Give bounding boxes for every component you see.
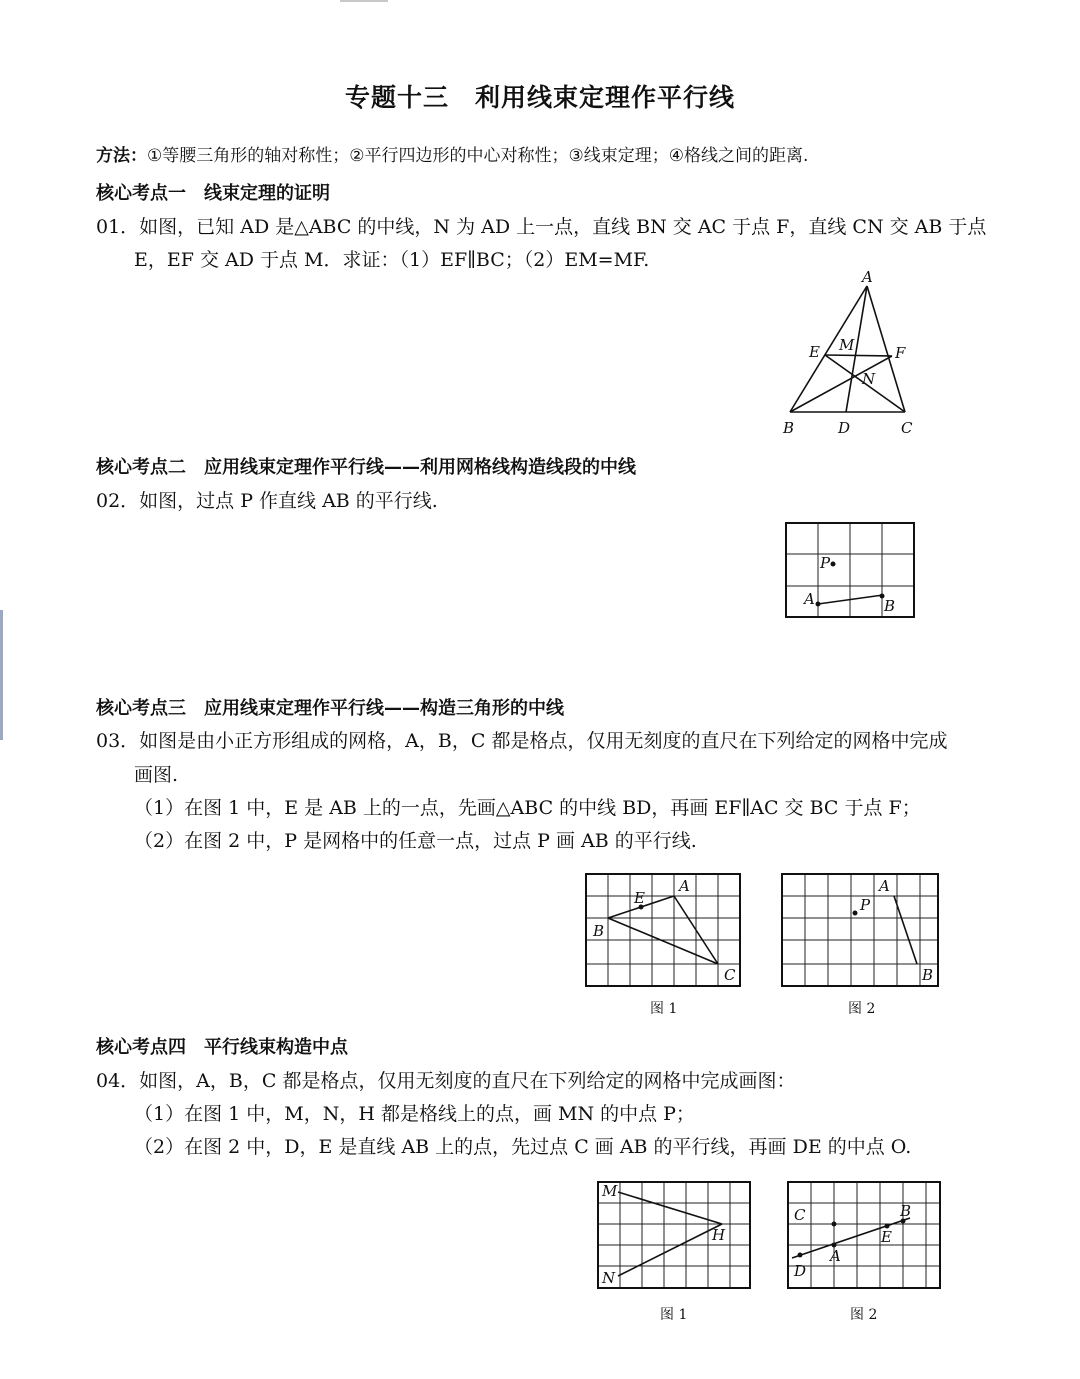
grid-figure-03-1 — [582, 868, 748, 1020]
label-N: N — [862, 370, 876, 388]
figure-caption: 图 2 — [848, 1001, 876, 1017]
method-text: ①等腰三角形的轴对称性；②平行四边形的中心对称性；③线束定理；④格线之间的距离. — [147, 146, 809, 166]
grid-lines — [782, 874, 938, 986]
problem-03-line-2: 画图. — [134, 764, 179, 786]
label-B: B — [922, 966, 934, 984]
label-E: E — [634, 889, 645, 907]
label-E: E — [809, 343, 820, 361]
section-3-heading: 核心考点三 应用线束定理作平行线——构造三角形的中线 — [96, 698, 564, 719]
point-D — [798, 1253, 803, 1258]
section-4-heading: 核心考点四 平行线束构造中点 — [96, 1037, 348, 1058]
label-A: A — [830, 1247, 841, 1265]
section-1-heading: 核心考点一 线束定理的证明 — [96, 183, 330, 204]
problem-03-line-1: 03．如图是由小正方形组成的网格，A，B，C 都是格点，仅用无刻度的直尺在下列给定的网格中完成 — [96, 730, 948, 752]
grid-frame — [598, 1182, 750, 1288]
problem-04-line-1: 04．如图，A，B，C 都是格点，仅用无刻度的直尺在下列给定的网格中完成画图： — [96, 1070, 796, 1092]
problem-02-line-1: 02．如图，过点 P 作直线 AB 的平行线. — [96, 490, 438, 512]
label-B: B — [884, 597, 896, 615]
point-P — [853, 911, 858, 916]
method-line — [96, 146, 808, 166]
label-A: A — [862, 268, 873, 286]
label-B: B — [900, 1202, 912, 1220]
label-M: M — [602, 1182, 618, 1200]
problem-01-line-1: 01．如图，已知 AD 是△ABC 的中线，N 为 AD 上一点，直线 BN 交 AC 于点 F，直线 CN 交 AB 于点 — [96, 216, 987, 238]
label-B: B — [593, 922, 605, 940]
label-M: M — [839, 336, 855, 354]
top-edge-mark — [340, 0, 388, 2]
label-A: A — [879, 877, 890, 895]
label-D: D — [794, 1262, 807, 1280]
label-A: A — [679, 877, 690, 895]
point-A — [816, 602, 821, 607]
label-H: H — [712, 1226, 726, 1244]
label-E: E — [881, 1228, 892, 1246]
problem-04-line-2: （1）在图 1 中，M，N，H 都是格线上的点，画 MN 的中点 P； — [134, 1103, 695, 1125]
label-N: N — [602, 1269, 616, 1287]
label-D: D — [838, 419, 851, 437]
grid-lines — [598, 1182, 750, 1288]
grid-figure-02 — [780, 517, 925, 627]
grid-figure-03-2 — [778, 868, 944, 1020]
problem-01-line-2: E，EF 交 AD 于点 M．求证：（1）EF∥BC；（2）EM=MF. — [134, 249, 650, 271]
grid-figure-04-1 — [594, 1176, 756, 1334]
label-A: A — [804, 590, 815, 608]
grid-lines — [788, 1182, 940, 1288]
figure-caption: 图 2 — [850, 1307, 878, 1323]
problem-04-line-3: （2）在图 2 中，D，E 是直线 AB 上的点，先过点 C 画 AB 的平行线，再画 DE 的中点 O. — [134, 1136, 912, 1158]
label-F: F — [895, 344, 906, 362]
grid-frame — [586, 874, 740, 986]
label-B: B — [783, 419, 795, 437]
figure-caption: 图 1 — [660, 1307, 688, 1323]
page-title: 专题十三 利用线束定理作平行线 — [344, 83, 735, 112]
grid-lines — [586, 874, 740, 986]
problem-03-line-4: （2）在图 2 中，P 是网格中的任意一点，过点 P 画 AB 的平行线. — [134, 830, 697, 852]
section-2-heading: 核心考点二 应用线束定理作平行线——利用网格线构造线段的中线 — [96, 457, 636, 478]
scan-edge-mark — [0, 610, 3, 740]
figure-caption: 图 1 — [650, 1001, 678, 1017]
label-P: P — [820, 554, 831, 572]
label-C: C — [901, 419, 913, 437]
label-C: C — [724, 966, 736, 984]
grid-figure-04-2 — [784, 1176, 946, 1334]
point-C — [832, 1222, 837, 1227]
triangle-figure — [775, 262, 925, 442]
method-label: 方法： — [96, 146, 147, 166]
point-P — [831, 562, 836, 567]
problem-03-line-3: （1）在图 1 中，E 是 AB 上的一点，先画△ABC 的中线 BD，再画 EF∥AC 交 BC 于点 F； — [134, 797, 921, 819]
label-P: P — [860, 896, 871, 914]
label-C: C — [794, 1206, 806, 1224]
